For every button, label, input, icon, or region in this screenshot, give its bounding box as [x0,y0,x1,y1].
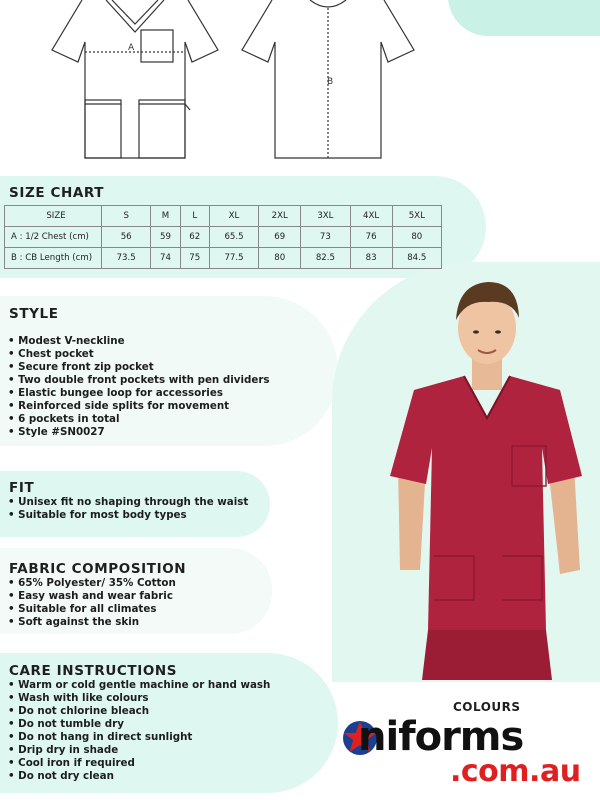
table-header: 2XL [259,206,301,227]
table-header: S [102,206,151,227]
list-item: • 6 pockets in total [8,413,270,426]
table-cell: 80 [259,248,301,269]
table-header: 3XL [301,206,350,227]
care-list [8,679,270,783]
table-cell: 73 [301,227,350,248]
list-item: • Suitable for most body types [8,509,248,522]
uniforms-logo [340,712,600,794]
table-cell: B : CB Length (cm) [5,248,102,269]
table-header: M [151,206,180,227]
logo-text: niforms [358,714,524,760]
table-cell: 77.5 [209,248,258,269]
fabric-title: FABRIC COMPOSITION [9,561,187,577]
list-item: • Chest pocket [8,348,270,361]
list-item: • Reinforced side splits for movement [8,400,270,413]
table-cell: 59 [151,227,180,248]
dimension-label-a: A [128,43,135,53]
table-cell: 75 [180,248,209,269]
list-item: • Do not hang in direct sunlight [8,731,270,744]
list-item: • Elastic bungee loop for accessories [8,387,270,400]
list-item: • Style #SN0027 [8,426,270,439]
fit-list [8,496,248,522]
table-row [5,227,442,248]
table-header: 5XL [392,206,441,227]
table-header: XL [209,206,258,227]
style-title: STYLE [9,306,59,322]
logo-domain: .com.au [450,754,581,789]
table-cell: 62 [180,227,209,248]
list-item: • 65% Polyester/ 35% Cotton [8,577,176,590]
table-cell: 73.5 [102,248,151,269]
table-header: L [180,206,209,227]
table-cell: 69 [259,227,301,248]
table-cell: 83 [350,248,392,269]
list-item: • Easy wash and wear fabric [8,590,176,603]
list-item: • Do not tumble dry [8,718,270,731]
list-item: • Modest V-neckline [8,335,270,348]
fit-title: FIT [9,480,35,496]
list-item: • Secure front zip pocket [8,361,270,374]
list-item: • Do not chlorine bleach [8,705,270,718]
table-header-row [5,206,442,227]
table-cell: 65.5 [209,227,258,248]
size-chart-table [4,205,442,269]
model-photo [370,270,600,680]
material-banner [448,0,600,36]
garment-flat-drawing [40,0,420,165]
list-item: • Do not dry clean [8,770,270,783]
size-chart-title: SIZE CHART [9,185,105,201]
list-item: • Cool iron if required [8,757,270,770]
table-header: SIZE [5,206,102,227]
table-cell: 74 [151,248,180,269]
table-cell: 84.5 [392,248,441,269]
list-item: • Wash with like colours [8,692,270,705]
table-cell: 82.5 [301,248,350,269]
care-title: CARE INSTRUCTIONS [9,663,178,679]
list-item: • Two double front pockets with pen dividers [8,374,270,387]
colours-title: COLOURS [453,700,521,714]
list-item: • Suitable for all climates [8,603,176,616]
table-cell: A : 1/2 Chest (cm) [5,227,102,248]
table-cell: 76 [350,227,392,248]
table-row [5,248,442,269]
style-list [8,335,270,439]
list-item: • Soft against the skin [8,616,176,629]
table-cell: 56 [102,227,151,248]
dimension-label-b: B [327,77,334,87]
list-item: • Drip dry in shade [8,744,270,757]
list-item: • Unisex fit no shaping through the waist [8,496,248,509]
front-view-drawing [52,0,218,158]
list-item: • Warm or cold gentle machine or hand wash [8,679,270,692]
fabric-list [8,577,176,629]
table-cell: 80 [392,227,441,248]
table-header: 4XL [350,206,392,227]
